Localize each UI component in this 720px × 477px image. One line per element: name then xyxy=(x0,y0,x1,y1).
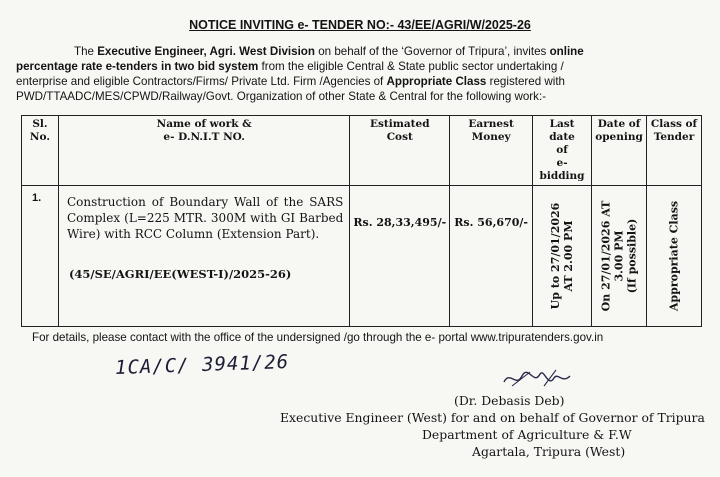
class-text: Appropriate Class xyxy=(667,200,681,312)
row-estimated-cost: Rs. 28,33,495/- xyxy=(350,186,450,327)
header-earnest-money: Earnest Money xyxy=(450,116,533,186)
intro-text: on behalf of the ‘Governor of Tripura’, invites xyxy=(314,45,550,58)
intro-text: from the eligible Central & State public sector undertaking / xyxy=(258,60,564,73)
header-sl-no: Sl. No. xyxy=(22,116,59,186)
contact-details: For details, please contact with the office of the undersigned /go through the e- portal www.tripuratenders.gov.in xyxy=(32,331,604,344)
intro-line-1 xyxy=(16,44,706,59)
header-class-of-tender: Class of Tender xyxy=(647,116,702,186)
signatory-name: (Dr. Debasis Deb) xyxy=(454,393,565,408)
intro-bold-text: online xyxy=(549,45,584,58)
issuing-authority: Executive Engineer, Agri. West Division xyxy=(97,45,315,58)
signature-block xyxy=(280,392,720,460)
row-sl-no: 1. xyxy=(22,186,59,327)
header-estimated-cost: Estimated Cost xyxy=(350,116,450,186)
row-last-date xyxy=(533,186,592,327)
intro-line-2 xyxy=(16,59,706,74)
row-opening-date xyxy=(592,186,647,327)
signatory-location: Agartala, Tripura (West) xyxy=(472,444,626,459)
table-header-row xyxy=(22,116,702,186)
signatory-department: Department of Agriculture & F.W xyxy=(422,427,632,442)
handwritten-memo-number: 1CA/C/ 3941/26 xyxy=(114,350,290,380)
tender-table xyxy=(21,115,702,327)
tender-system: percentage rate e-tenders in two bid system xyxy=(16,60,259,73)
intro-line-4: PWD/TTAADC/MES/CPWD/Railway/Govt. Organization of other State & Central for the following work:- xyxy=(16,90,547,103)
opening-date-text: On 27/01/2026 AT xyxy=(599,200,613,312)
signatory-designation: Executive Engineer (West) for and on behalf of Governor of Tripura xyxy=(280,410,705,425)
intro-text: enterprise and eligible Contractors/Firms/ Private Ltd. Firm /Agencies of xyxy=(16,75,387,88)
header-opening-date: Date of opening xyxy=(592,116,647,186)
intro-text: registered with xyxy=(486,75,566,88)
row-name-of-work xyxy=(58,186,349,327)
opening-note: (If possible) xyxy=(625,218,639,294)
header-last-date: Last date of e-bidding xyxy=(533,116,592,186)
handwritten-signature xyxy=(500,366,574,392)
opening-time: 3.00 PM xyxy=(612,230,626,282)
dnit-number: (45/SE/AGRI/EE(WEST-I)/2025-26) xyxy=(68,267,292,281)
row-earnest-money: Rs. 56,670/- xyxy=(450,186,533,327)
intro-text: The xyxy=(74,45,98,58)
work-description: Construction of Boundary Wall of the SARS Complex (L=225 MTR. 300M with GI Barbed Wire) with RCC Column (Extension Part). xyxy=(66,195,344,241)
last-date-time: AT 2.00 PM xyxy=(562,220,576,292)
eligibility-class: Appropriate Class xyxy=(386,75,487,88)
notice-intro xyxy=(16,44,706,104)
intro-line-3 xyxy=(16,74,706,89)
table-row xyxy=(22,186,702,327)
notice-title: NOTICE INVITING e- TENDER NO:- 43/EE/AGRI/W/2025-26 xyxy=(189,18,531,32)
last-date-text: Up to 27/01/2026 xyxy=(549,202,563,310)
header-name-of-work: Name of work & e- D.N.I.T NO. xyxy=(58,116,349,186)
row-class-of-tender xyxy=(647,186,702,327)
